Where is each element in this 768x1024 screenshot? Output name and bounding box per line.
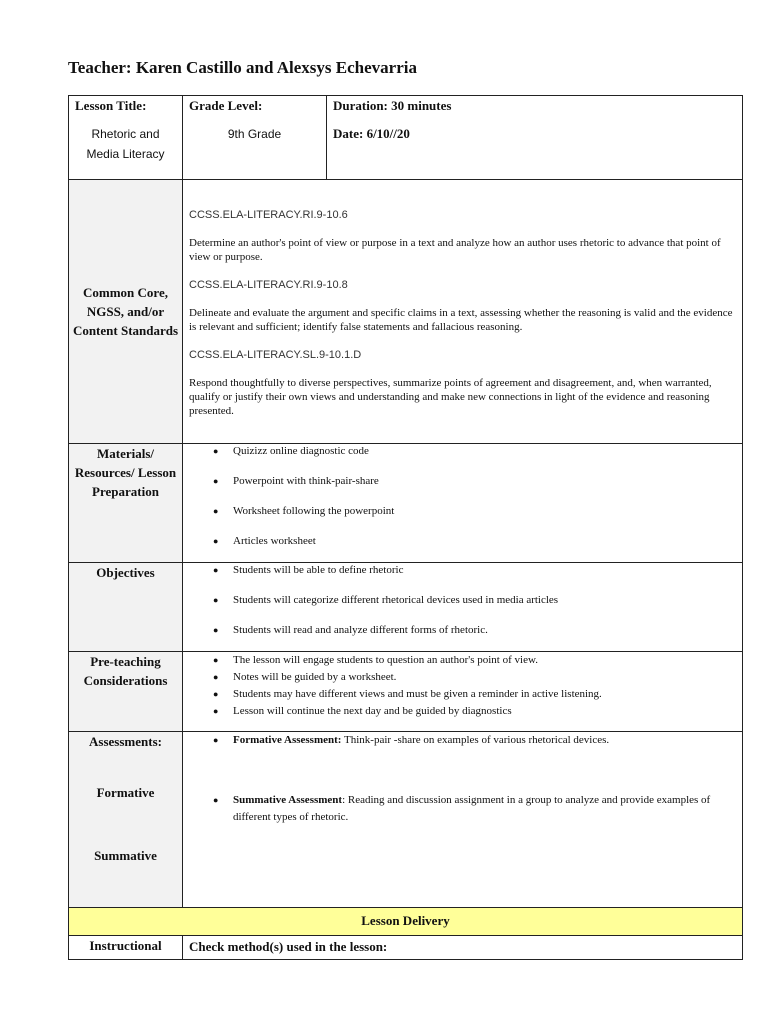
list-item: ● Articles worksheet	[213, 526, 742, 556]
standard-text: Determine an author's point of view or purpose in a text and analyze how an author uses rhetoric to advance that point of view or purpose.	[189, 237, 721, 263]
instructional-label: Instructional	[69, 936, 183, 960]
preteaching-row	[69, 652, 743, 732]
formative-item	[213, 732, 742, 749]
standard-code: CCSS.ELA-LITERACY.SL.9-10.1.D	[189, 349, 362, 361]
lesson-delivery-label: Lesson Delivery	[69, 908, 743, 936]
standards-row	[69, 180, 743, 444]
list-item: ● The lesson will engage students to question an author's point of view.	[213, 652, 742, 669]
standard-code: CCSS.ELA-LITERACY.RI.9-10.6	[189, 209, 348, 221]
list-item: ● Powerpoint with think-pair-share	[213, 466, 742, 496]
formative-label: Formative	[96, 785, 155, 800]
assessments-cell	[183, 732, 743, 908]
preteaching-cell	[183, 652, 743, 732]
assessments-row	[69, 732, 743, 908]
list-item: ● Students will categorize different rhetorical devices used in media articles	[213, 585, 742, 615]
grade-level-cell	[183, 96, 327, 180]
assessments-label: Assessments:	[89, 734, 162, 749]
standard-code: CCSS.ELA-LITERACY.RI.9-10.8	[189, 279, 348, 291]
list-item: ● Lesson will continue the next day and be guided by diagnostics	[213, 703, 742, 720]
standards-label: Common Core, NGSS, and/or Content Standards	[69, 180, 183, 444]
summative-text: : Reading and discussion assignment in a group to analyze and provide examples of different types of rhetoric.	[233, 794, 711, 823]
lesson-delivery-row	[69, 908, 743, 936]
teacher-heading: Teacher: Karen Castillo and Alexsys Echevarria	[68, 58, 417, 77]
materials-cell	[183, 444, 743, 563]
assessments-label-cell	[69, 732, 183, 908]
materials-label: Materials/ Resources/ Lesson Preparation	[69, 444, 183, 563]
duration: Duration: 30 minutes	[333, 98, 452, 113]
preteaching-label: Pre-teaching Considerations	[69, 652, 183, 732]
objectives-cell	[183, 563, 743, 652]
formative-title: Formative Assessment:	[233, 734, 342, 746]
summative-title: Summative Assessment	[233, 794, 343, 806]
date: Date: 6/10//20	[333, 126, 410, 141]
check-method-text: Check method(s) used in the lesson:	[183, 936, 743, 960]
objectives-row	[69, 563, 743, 652]
list-item: ● Students will read and analyze different forms of rhetoric.	[213, 615, 742, 645]
summative-item	[213, 792, 742, 826]
summative-label: Summative	[94, 848, 157, 863]
list-item: ● Notes will be guided by a worksheet.	[213, 669, 742, 686]
standard-text: Respond thoughtfully to diverse perspectives, summarize points of agreement and disagreement, and, when warranted, qualify or justify their own views and understanding and make new connections in light of the evidence and reasoning presented.	[189, 377, 712, 417]
lesson-title-cell	[69, 96, 183, 180]
duration-date-cell	[327, 96, 743, 180]
list-item: ● Students will be able to define rhetoric	[213, 555, 742, 585]
list-item: ● Students may have different views and must be given a reminder in active listening.	[213, 686, 742, 703]
header-row	[69, 96, 743, 180]
lesson-title-value: Rhetoric and Media Literacy	[86, 127, 165, 161]
lesson-title-label: Lesson Title:	[75, 98, 147, 113]
instructional-row	[69, 936, 743, 960]
lesson-plan-table	[68, 95, 743, 960]
grade-level-value: 9th Grade	[227, 127, 282, 141]
grade-level-label: Grade Level:	[189, 98, 263, 113]
objectives-label: Objectives	[69, 563, 183, 652]
list-item: ● Worksheet following the powerpoint	[213, 496, 742, 526]
standard-text: Delineate and evaluate the argument and specific claims in a text, assessing whether the reasoning is valid and the evidence is relevant and sufficient; identify false statements and fallacious reasoning.	[189, 307, 733, 333]
list-item: ● Quizizz online diagnostic code	[213, 436, 742, 466]
standards-cell	[183, 180, 743, 444]
materials-row	[69, 444, 743, 563]
formative-text: Think-pair -share on examples of various rhetorical devices.	[341, 734, 610, 746]
